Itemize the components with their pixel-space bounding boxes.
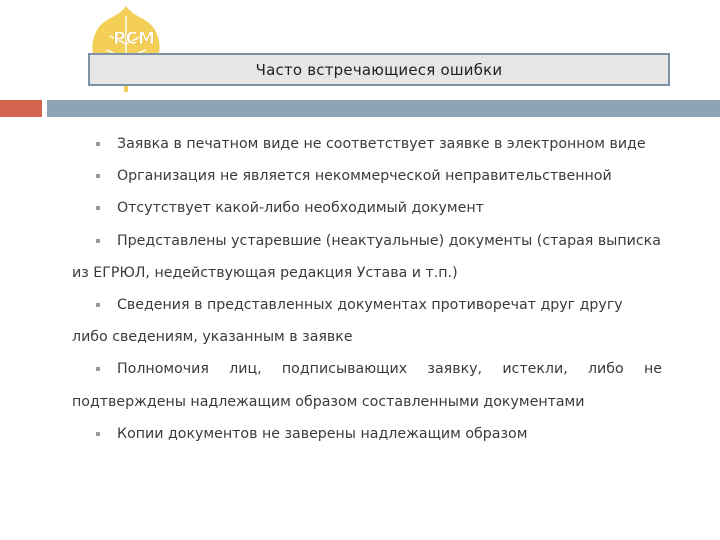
bullet-icon	[96, 174, 100, 178]
list-item-text: Полномочия лиц, подписывающих заявку, истекли, либо не подтверждены надлежащим образом составленными документами	[72, 361, 662, 410]
bullet-icon	[96, 206, 100, 210]
list-item	[96, 192, 662, 224]
list-item-text: Сведения в представленных документах противоречат друг другу либо сведениям, указанным в заявке	[72, 297, 623, 346]
bullet-icon	[96, 303, 100, 307]
bullet-icon	[96, 142, 100, 146]
slide-title: Часто встречающиеся ошибки	[255, 60, 503, 79]
logo-text: РСМ	[113, 29, 155, 49]
list-item	[72, 289, 662, 353]
accent-bar-red	[0, 100, 42, 117]
list-item	[96, 128, 662, 160]
list-item-text: Отсутствует какой-либо необходимый документ	[117, 200, 484, 217]
list-item	[72, 353, 662, 417]
list-item-text: Организация не является некоммерческой неправительственной	[117, 168, 612, 185]
list-item-text: Заявка в печатном виде не соответствует заявке в электронном виде	[117, 136, 646, 152]
bullet-icon	[96, 367, 100, 371]
bullet-icon	[96, 432, 100, 436]
title-box	[88, 53, 670, 86]
list-item-text: Представлены устаревшие (неактуальные) документы (старая выписка из ЕГРЮЛ, недействующая редакция Устава и т.п.)	[72, 232, 661, 281]
accent-bar-blue	[47, 100, 720, 117]
list-item	[96, 160, 662, 192]
list-item	[72, 225, 662, 289]
error-list	[72, 128, 662, 450]
bullet-icon	[96, 239, 100, 243]
list-item	[96, 418, 662, 450]
list-item-text: Копии документов не заверены надлежащим образом	[117, 425, 528, 442]
